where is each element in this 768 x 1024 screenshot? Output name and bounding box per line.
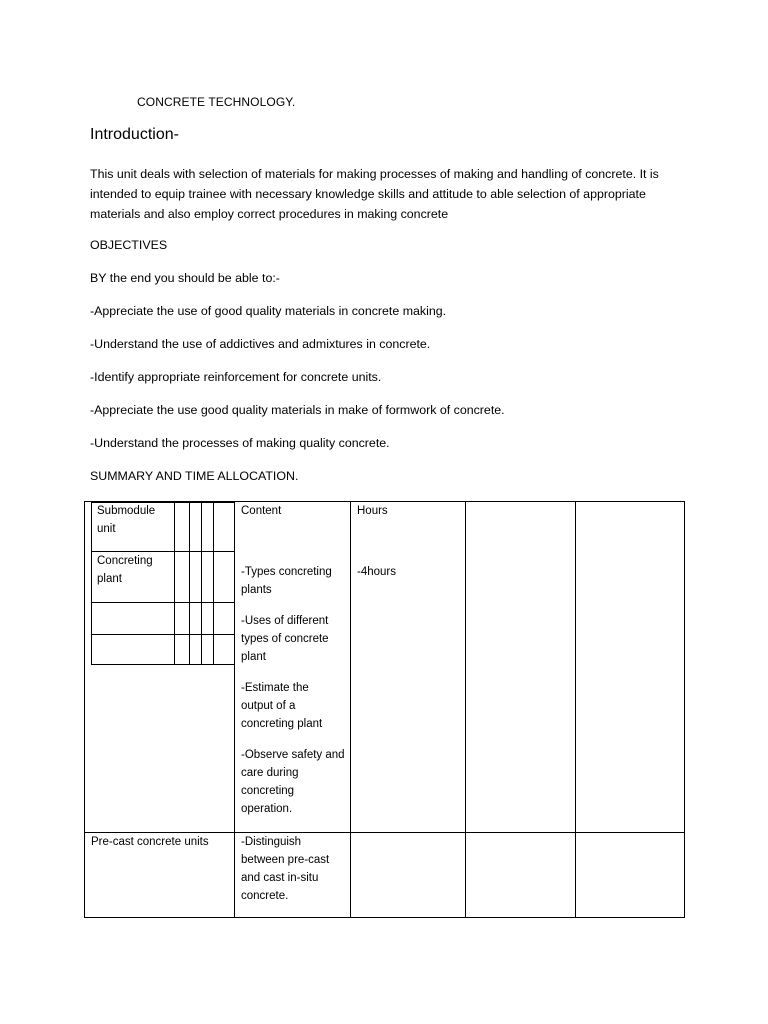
- row1-content-item: [241, 563, 332, 599]
- content-line: plant: [241, 651, 266, 663]
- content-line: care during: [241, 767, 299, 779]
- content-line: plants: [241, 584, 272, 596]
- by-end-text: BY the end you should be able to:-: [90, 271, 280, 285]
- row1-content-item: [241, 612, 329, 666]
- objective-item: -Identify appropriate reinforcement for concrete units.: [90, 370, 382, 384]
- table-column-divider: [350, 502, 351, 917]
- content-line: concreting: [241, 785, 295, 797]
- row1-unit: [97, 552, 153, 588]
- row1-unit-line: plant: [97, 573, 122, 585]
- nested-column-divider: [174, 502, 175, 665]
- nested-column-divider: [213, 502, 214, 665]
- introduction-paragraph: This unit deals with selection of materials for making processes of making and handling of concrete. It is intended to equip trainee with necessary knowledge skills and attitude to able selection of appropriate materials and also employ correct procedures in making concrete: [90, 167, 659, 221]
- row1-unit-line: Concreting: [97, 555, 153, 567]
- content-line: between pre-cast: [241, 854, 330, 866]
- row1-content-item: [241, 746, 345, 818]
- document-title: CONCRETE TECHNOLOGY.: [137, 95, 296, 109]
- introduction-heading: Introduction-: [90, 126, 179, 143]
- summary-label: SUMMARY AND TIME ALLOCATION.: [90, 469, 299, 483]
- nested-column-divider: [189, 502, 190, 665]
- objective-item: -Understand the processes of making quality concrete.: [90, 436, 390, 450]
- content-line: concreting plant: [241, 718, 323, 730]
- content-line: types of concrete: [241, 633, 329, 645]
- objective-item: -Appreciate the use of good quality materials in concrete making.: [90, 304, 447, 318]
- objective-item: -Understand the use of addictives and admixtures in concrete.: [90, 337, 431, 351]
- objective-item: -Appreciate the use good quality materials in make of formwork of concrete.: [90, 403, 505, 417]
- content-line: -Observe safety and: [241, 749, 345, 761]
- header-submodule-line: Submodule: [97, 505, 156, 517]
- content-line: -Estimate the: [241, 682, 309, 694]
- content-line: concrete.: [241, 890, 289, 902]
- content-line: -Uses of different: [241, 615, 329, 627]
- nested-column-divider: [201, 502, 202, 665]
- row2-unit: Pre-cast concrete units: [91, 836, 209, 848]
- header-submodule: [97, 502, 155, 538]
- row1-hours: -4hours: [357, 566, 396, 578]
- objectives-label: OBJECTIVES: [90, 238, 168, 252]
- summary-table: [84, 501, 685, 918]
- header-content: Content: [241, 505, 282, 517]
- content-line: and cast in-situ: [241, 872, 319, 884]
- row2-content-item: [241, 833, 329, 905]
- table-column-divider: [465, 502, 466, 917]
- content-line: -Distinguish: [241, 836, 302, 848]
- header-submodule-line: unit: [97, 523, 116, 535]
- content-line: -Types concreting: [241, 566, 332, 578]
- header-hours: Hours: [357, 505, 388, 517]
- nested-submodule-table: [91, 502, 234, 665]
- content-line: output of a: [241, 700, 296, 712]
- row1-content-item: [241, 679, 322, 733]
- content-line: operation.: [241, 803, 293, 815]
- table-column-divider: [575, 502, 576, 917]
